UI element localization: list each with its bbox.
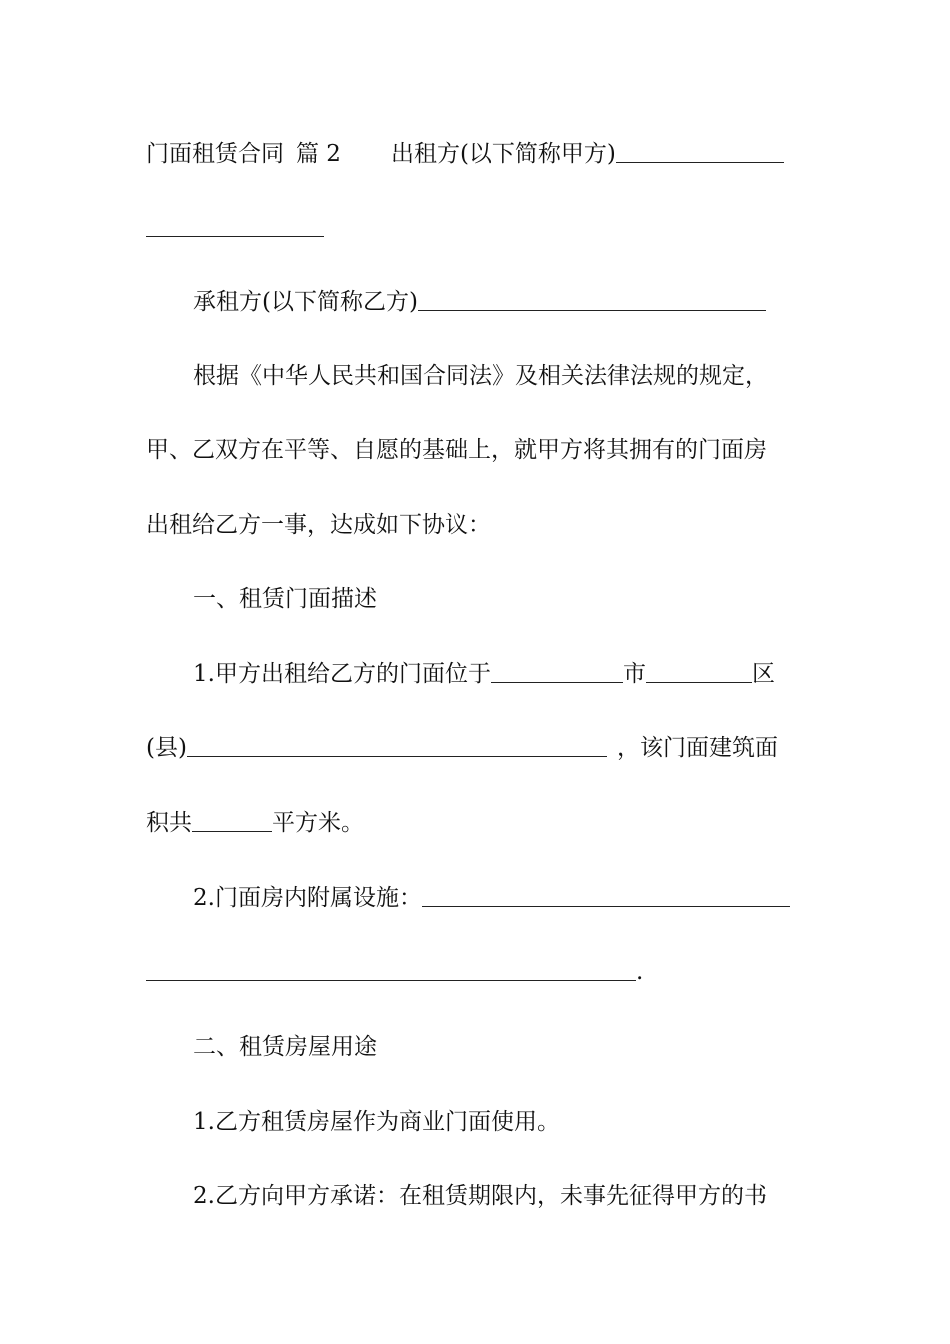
county-line bbox=[146, 730, 806, 766]
document-title: 门面租赁合同 bbox=[146, 141, 284, 167]
lessor-blank-continuation-line bbox=[146, 210, 806, 246]
clause1-item1-prefix: 1.甲方出租给乙方的门面位于 bbox=[193, 661, 491, 687]
preamble-line-2: 甲、乙双方在平等、自愿的基础上，就甲方将其拥有的门面房 bbox=[146, 437, 767, 463]
clause2-heading: 二、租赁房屋用途 bbox=[193, 1034, 377, 1060]
clause2-item2: 2.乙方向甲方承诺：在租赁期限内，未事先征得甲方的书 bbox=[193, 1183, 767, 1209]
area-text: ，该门面建筑面 bbox=[616, 735, 778, 761]
area-blank bbox=[192, 809, 272, 832]
facilities-continuation-line bbox=[146, 954, 806, 990]
title-line bbox=[146, 136, 806, 172]
lessee-line bbox=[193, 284, 853, 320]
lessor-blank bbox=[616, 140, 784, 163]
lessor-label: 出租方(以下简称甲方) bbox=[390, 141, 616, 167]
clause2-item1: 1.乙方租赁房屋作为商业门面使用。 bbox=[193, 1109, 560, 1135]
city-blank bbox=[491, 660, 623, 683]
district-blank bbox=[646, 660, 752, 683]
lessor-blank-continued bbox=[146, 214, 324, 237]
facilities-label: 2.门面房内附属设施： bbox=[193, 885, 422, 911]
lessee-label: 承租方(以下简称乙方) bbox=[193, 289, 418, 315]
facilities-line bbox=[193, 880, 853, 916]
section-label: 篇 2 bbox=[296, 141, 341, 167]
city-suffix: 市 bbox=[622, 661, 646, 687]
preamble-line-3: 出租给乙方一事，达成如下协议： bbox=[146, 512, 491, 538]
facilities-blank-continued bbox=[146, 958, 636, 981]
area-prefix: 积共 bbox=[146, 810, 192, 836]
area-line bbox=[146, 805, 806, 841]
county-label: (县) bbox=[146, 735, 187, 761]
preamble-line-1: 根据《中华人民共和国合同法》及相关法律法规的规定， bbox=[193, 363, 768, 389]
district-suffix: 区 bbox=[751, 661, 775, 687]
county-blank bbox=[187, 734, 607, 757]
facilities-blank bbox=[422, 884, 790, 907]
clause1-item1-line bbox=[193, 656, 853, 692]
area-unit: 平方米。 bbox=[272, 810, 364, 836]
lessee-blank bbox=[418, 288, 766, 311]
facilities-end: . bbox=[636, 959, 644, 985]
clause1-heading: 一、租赁门面描述 bbox=[193, 586, 377, 612]
